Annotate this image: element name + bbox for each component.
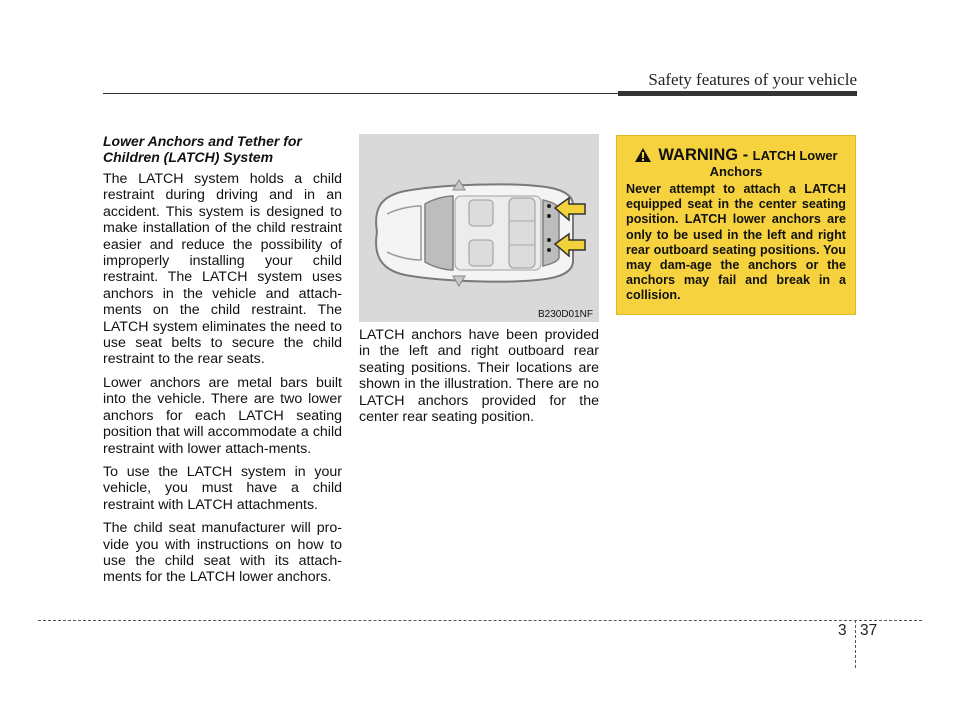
warning-box — [616, 135, 856, 315]
warning-body: Never attempt to attach a LATCH equipped seat in the center seating position. LATCH lower anchors are only to be used in the left and right rear outboard seating positions. You may dam-age the anchors or the anchors may fail and break in a collision. — [626, 182, 846, 303]
car-top-view-drawing — [359, 134, 599, 322]
paragraph-lower-anchors: Lower anchors are metal bars built into the vehicle. There are two lower anchors for each LATCH seating position that will accommodate a child restraint with lower attach-ments. — [103, 374, 342, 457]
chapter-number: 3 — [838, 622, 847, 639]
vehicle-latch-illustration — [359, 134, 599, 322]
footer-rule — [38, 620, 922, 621]
section-heading: Lower Anchors and Tether for Children (LATCH) System — [103, 133, 302, 165]
warning-subtitle-continued: Anchors — [709, 164, 763, 179]
warning-subtitle: LATCH Lower — [752, 148, 838, 163]
warning-title: WARNING - — [658, 146, 749, 164]
figure-code: B230D01NF — [537, 309, 593, 320]
paragraph-anchor-locations: LATCH anchors have been provided in the left and right outboard rear seating positions. Their locations are shown in the illustration. There are no LATCH anchors provided for the center rear seating position. — [359, 327, 599, 426]
page-number: 37 — [860, 622, 878, 639]
footer-separator — [855, 620, 856, 668]
header-rule-accent — [618, 91, 857, 96]
secondary-text-column — [359, 327, 599, 432]
paragraph-latch-requirement: To use the LATCH system in your vehicle, you must have a child restraint with LATCH attachments. — [103, 463, 342, 513]
header-title: Safety features of your vehicle — [648, 70, 857, 89]
paragraph-manufacturer-instructions: The child seat manufacturer will pro-vide you with instructions on how to use the child seat with its attach-ments for the LATCH lower anchors. — [103, 520, 342, 586]
main-text-column — [103, 133, 342, 593]
paragraph-latch-intro: The LATCH system holds a child restraint during driving and in an accident. This system is designed to make installation of the child restraint easier and reduce the possibility of improperly installing your child restraint. The LATCH system uses anchors in the vehicle and attach-ments on the child restraint. The LATCH system eliminates the need to use seat belts to secure the child restraint to the rear seats. — [103, 171, 342, 368]
